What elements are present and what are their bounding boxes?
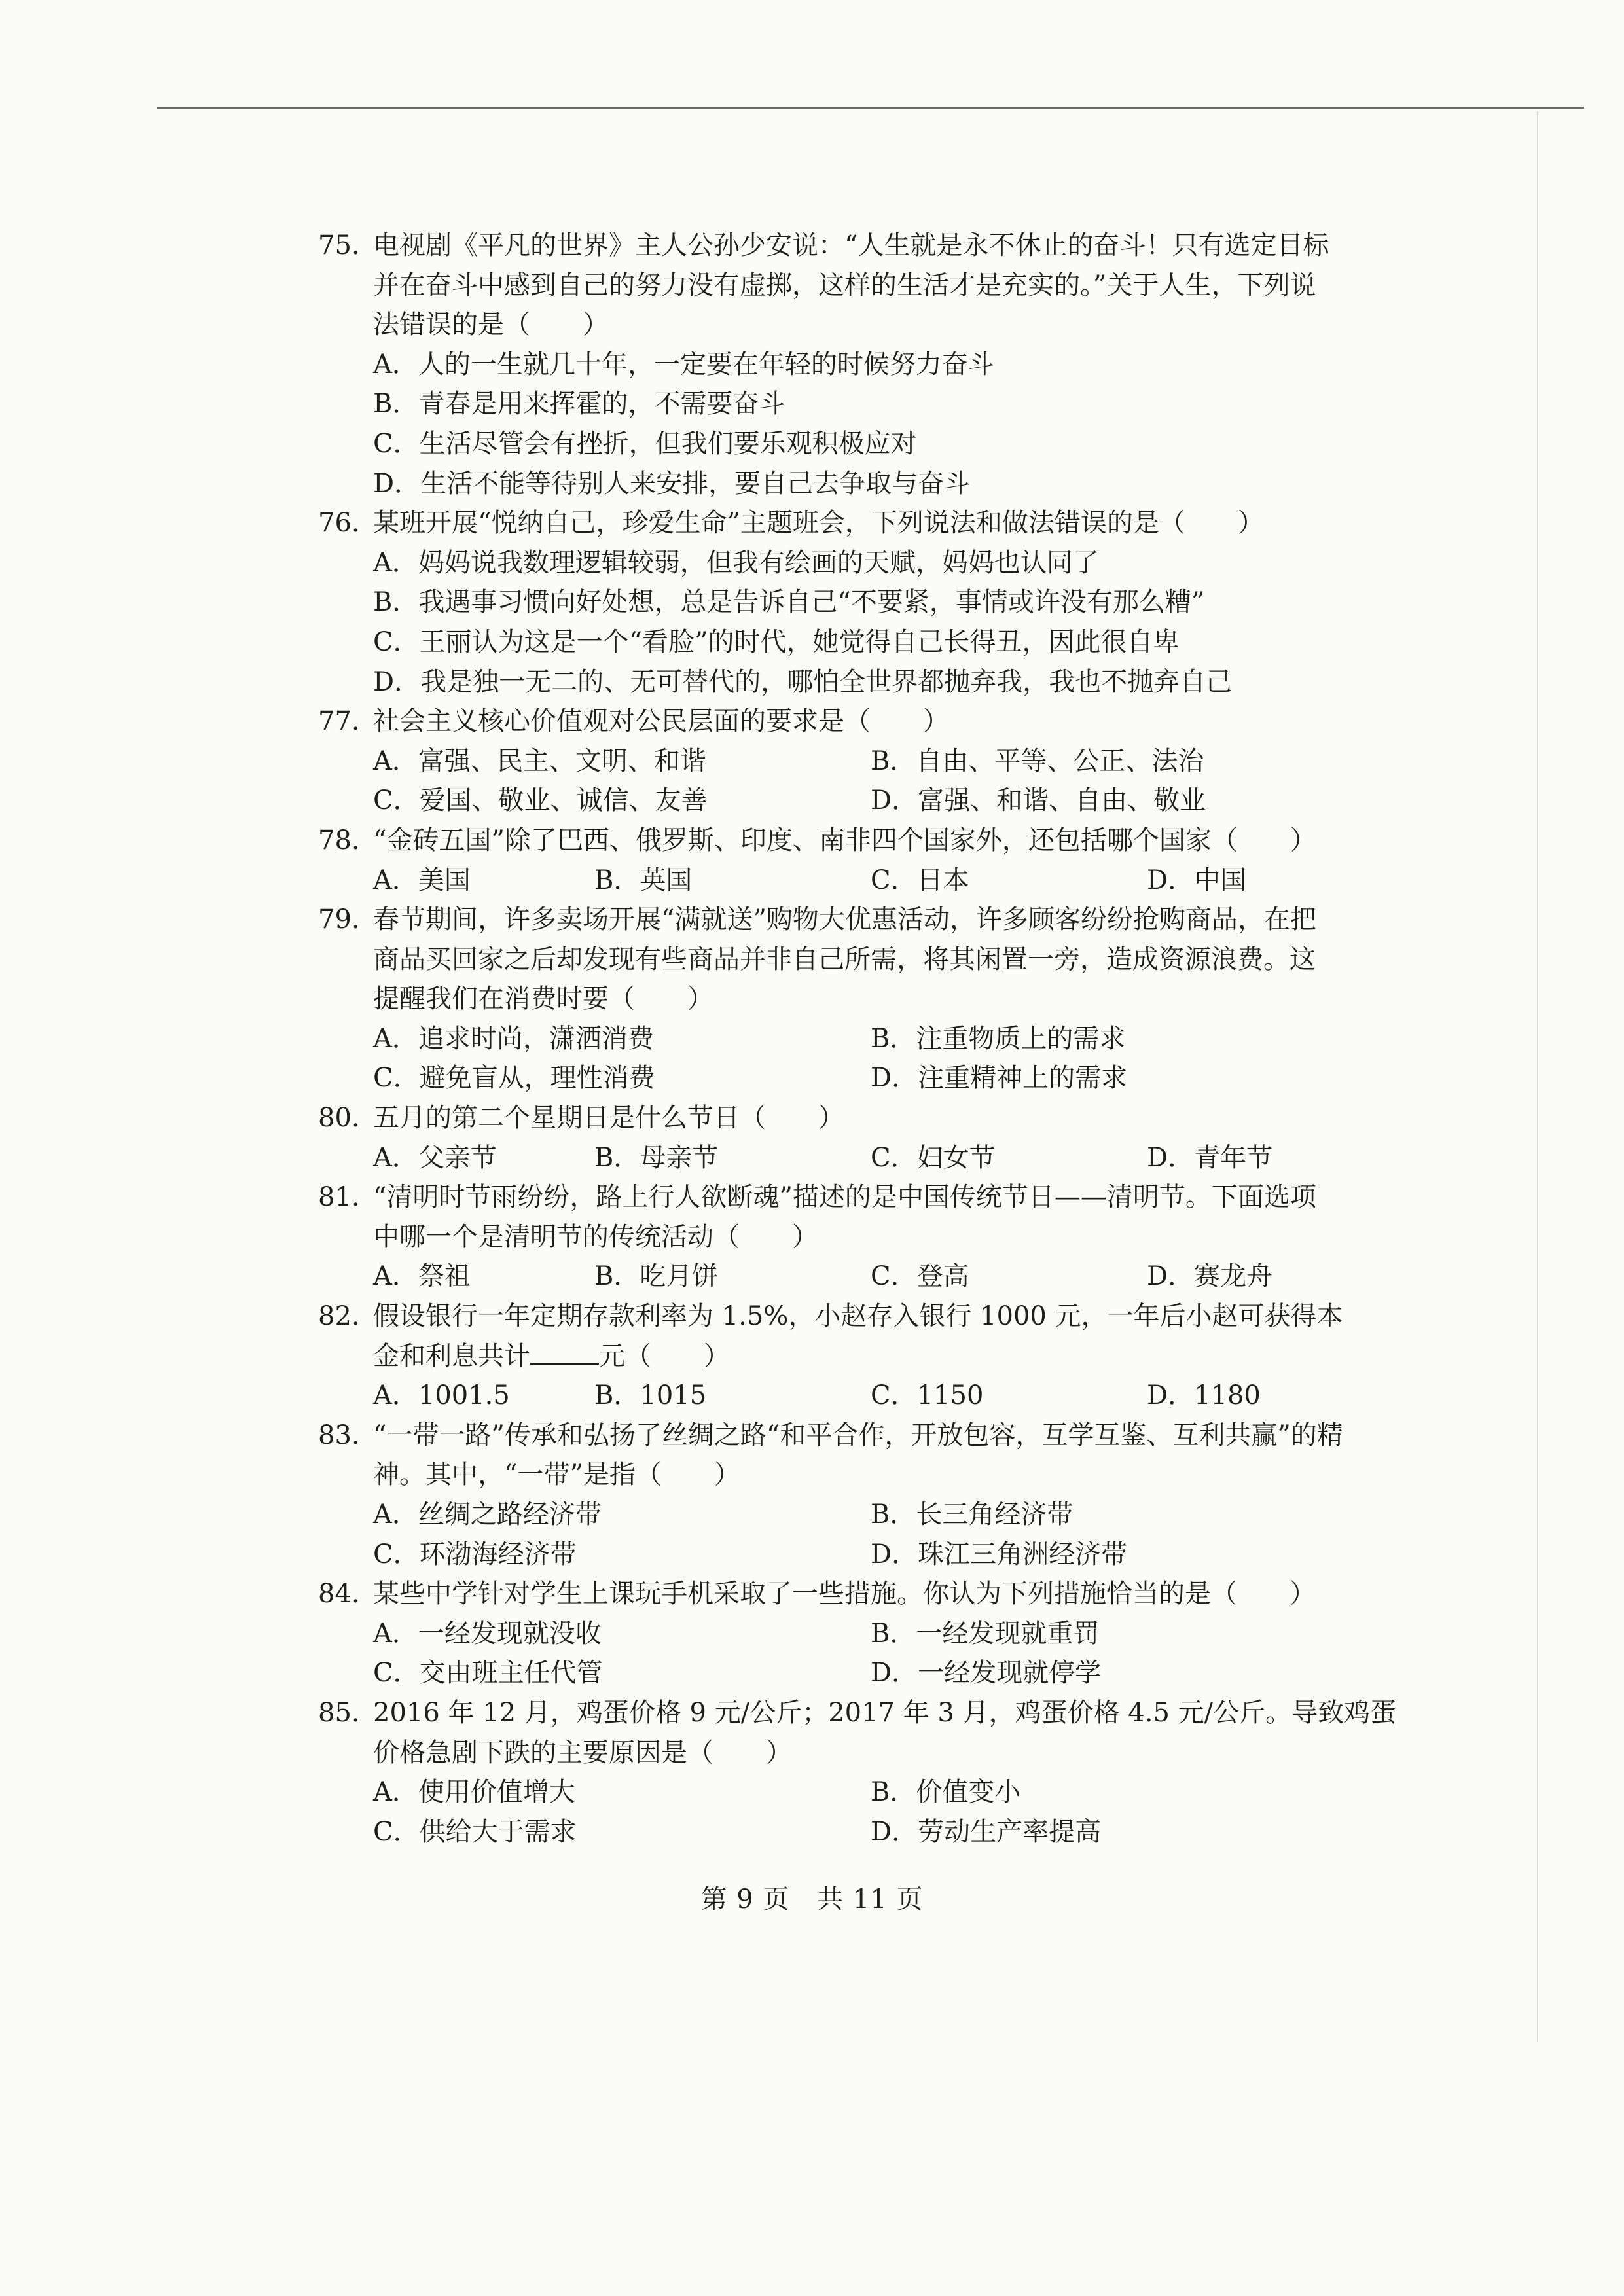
- stem-tail: 元（ ）: [599, 1340, 730, 1371]
- answer-option: D．1180: [1147, 1380, 1261, 1411]
- answer-option: B．英国: [594, 865, 693, 895]
- answer-option: D．青年节: [1147, 1142, 1273, 1173]
- stem-text: 商品买回家之后却发现有些商品并非自己所需，将其闲置一旁，造成资源浪费。这: [373, 944, 1316, 975]
- answer-option: D．劳动生产率提高: [871, 1816, 1102, 1847]
- question-number: 78.: [318, 825, 360, 855]
- stem-line: [373, 1693, 1397, 1733]
- question-85: [318, 1693, 1397, 1852]
- answer-option: C．交由班主任代管: [373, 1658, 603, 1689]
- question-83: [318, 1416, 1392, 1574]
- option-group: [318, 543, 1392, 702]
- question-stem: [318, 1177, 1392, 1257]
- question-80: [318, 1098, 1392, 1177]
- stem-text: 春节期间，许多卖场开展“满就送”购物大优惠活动，许多顾客纷纷抢购商品，在把: [373, 905, 1316, 935]
- question-82: [318, 1297, 1392, 1416]
- stem-text: 五月的第二个星期日是什么节日（ ）: [373, 1103, 844, 1134]
- question-number: 85.: [318, 1697, 360, 1728]
- question-78: [318, 821, 1392, 900]
- answer-option: C．爱国、敬业、诚信、友善: [373, 785, 708, 816]
- question-number: 77.: [318, 706, 360, 737]
- answer-option: C．日本: [871, 865, 969, 895]
- header-rule: [157, 107, 1584, 109]
- stem-text: 提醒我们在消费时要（ ）: [373, 984, 713, 1014]
- stem-line: [373, 1733, 1392, 1773]
- answer-option: A．妈妈说我数理逻辑较弱，但我有绘画的天赋，妈妈也认同了: [373, 547, 1099, 578]
- stem-text: 中哪一个是清明节的传统活动（ ）: [373, 1221, 818, 1252]
- question-stem: [318, 1416, 1392, 1495]
- answer-option: A．1001.5: [373, 1380, 510, 1411]
- question-81: [318, 1177, 1392, 1297]
- question-number: 81.: [318, 1182, 360, 1213]
- answer-option: D．注重精神上的需求: [871, 1063, 1128, 1094]
- answer-option: C．妇女节: [871, 1142, 996, 1173]
- question-stem: [318, 1574, 1392, 1614]
- option-group: [318, 1138, 1392, 1178]
- question-84: [318, 1574, 1392, 1693]
- option-group: [318, 345, 1392, 503]
- question-stem: [318, 226, 1392, 345]
- answer-option: C．生活尽管会有挫折，但我们要乐观积极应对: [373, 428, 917, 459]
- question-stem: [318, 1297, 1392, 1376]
- answer-option: D．我是独一无二的、无可替代的，哪怕全世界都抛弃我，我也不抛弃自己: [373, 666, 1233, 697]
- question-stem: [318, 900, 1392, 1019]
- answer-option: B．价值变小: [871, 1777, 1021, 1808]
- stem-text: 假设银行一年定期存款利率为 1.5%，小赵存入银行 1000 元，一年后小赵可获得本: [373, 1301, 1343, 1332]
- option-group: [318, 1376, 1392, 1416]
- answer-option: A．人的一生就几十年，一定要在年轻的时候努力奋斗: [373, 349, 994, 380]
- option-group: [318, 1614, 1392, 1693]
- question-number: 75.: [318, 230, 360, 260]
- answer-option: C．供给大于需求: [373, 1816, 577, 1847]
- option-group: [318, 1019, 1392, 1098]
- answer-option: D．中国: [1147, 865, 1247, 895]
- question-number: 80.: [318, 1103, 360, 1134]
- stem-line: [373, 1098, 1392, 1138]
- answer-option: A．富强、民主、文明、和谐: [373, 745, 706, 776]
- stem-line: [373, 1217, 1392, 1257]
- stem-line: [373, 900, 1392, 940]
- question-77: [318, 702, 1392, 821]
- answer-option: B．注重物质上的需求: [871, 1023, 1126, 1054]
- question-76: [318, 503, 1392, 702]
- stem-line: [373, 305, 1392, 345]
- stem-text: 某班开展“悦纳自己，珍爱生命”主题班会，下列说法和做法错误的是（ ）: [373, 508, 1264, 539]
- stem-text: 2016 年 12 月，鸡蛋价格 9 元/公斤；2017 年 3 月，鸡蛋价格 4.5 元/公斤。导致鸡蛋: [373, 1697, 1397, 1728]
- stem-line: [373, 979, 1392, 1019]
- question-75: [318, 226, 1392, 503]
- stem-line: [373, 1574, 1392, 1614]
- answer-option: B．青春是用来挥霍的，不需要奋斗: [373, 389, 785, 420]
- question-stem: [318, 1098, 1392, 1138]
- question-stem: [318, 821, 1392, 861]
- stem-text: 并在奋斗中感到自己的努力没有虚掷，这样的生活才是充实的。”关于人生，下列说: [373, 270, 1316, 300]
- stem-line: [373, 702, 1392, 742]
- stem-text: 电视剧《平凡的世界》主人公孙少安说：“人生就是永不休止的奋斗！只有选定目标: [373, 230, 1329, 260]
- page-number: 第 9 页: [700, 1884, 790, 1914]
- stem-text: 法错误的是（ ）: [373, 310, 609, 340]
- option-group: [318, 1257, 1392, 1297]
- stem-text: 金和利息共计: [373, 1340, 530, 1371]
- answer-option: D．一经发现就停学: [871, 1658, 1102, 1689]
- stem-text: 神。其中，“一带”是指（ ）: [373, 1460, 740, 1490]
- stem-text: 价格急剧下跌的主要原因是（ ）: [373, 1737, 792, 1768]
- answer-option: B．母亲节: [594, 1142, 719, 1173]
- answer-option: B．一经发现就重罚: [871, 1618, 1100, 1649]
- question-stem: [318, 1693, 1397, 1772]
- question-list: [318, 226, 1397, 1852]
- answer-option: A．父亲节: [373, 1142, 497, 1173]
- question-number: 76.: [318, 508, 360, 539]
- binding-edge: [1537, 111, 1538, 2042]
- answer-option: C．1150: [871, 1380, 984, 1411]
- answer-option: C．环渤海经济带: [373, 1539, 577, 1570]
- stem-line: [373, 1336, 1392, 1376]
- answer-option: B．吃月饼: [594, 1261, 719, 1292]
- option-group: [318, 1495, 1392, 1574]
- answer-option: B．自由、平等、公正、法治: [871, 745, 1204, 776]
- question-number: 79.: [318, 905, 360, 935]
- answer-option: B．1015: [594, 1380, 707, 1411]
- question-stem: [318, 503, 1392, 543]
- stem-line: [373, 1297, 1392, 1336]
- stem-line: [373, 226, 1392, 266]
- answer-option: B．长三角经济带: [871, 1499, 1074, 1530]
- option-group: [318, 861, 1392, 901]
- stem-line: [373, 503, 1392, 543]
- answer-option: A．丝绸之路经济带: [373, 1499, 602, 1530]
- question-stem: [318, 702, 1392, 742]
- answer-option: D．珠江三角洲经济带: [871, 1539, 1128, 1570]
- stem-text: “清明时节雨纷纷，路上行人欲断魂”描述的是中国传统节日——清明节。下面选项: [373, 1182, 1316, 1213]
- stem-line: [373, 1177, 1392, 1217]
- answer-option: D．赛龙舟: [1147, 1261, 1273, 1292]
- stem-line: [373, 1416, 1392, 1456]
- answer-option: C．避免盲从，理性消费: [373, 1063, 655, 1094]
- question-number: 82.: [318, 1301, 360, 1332]
- option-group: [318, 742, 1392, 821]
- question-number: 83.: [318, 1420, 360, 1450]
- question-79: [318, 900, 1392, 1098]
- answer-option: B．我遇事习惯向好处想，总是告诉自己“不要紧，事情或许没有那么糟”: [373, 587, 1205, 618]
- answer-option: A．一经发现就没收: [373, 1618, 602, 1649]
- fill-in-blank: [530, 1340, 599, 1365]
- answer-option: A．祭祖: [373, 1261, 471, 1292]
- stem-line: [373, 940, 1392, 980]
- page-footer: [0, 1878, 1624, 1916]
- stem-text: “金砖五国”除了巴西、俄罗斯、印度、南非四个国家外，还包括哪个国家（ ）: [373, 825, 1316, 855]
- stem-text: “一带一路”传承和弘扬了丝绸之路“和平合作，开放包容，互学互鉴、互利共赢”的精: [373, 1420, 1343, 1450]
- answer-option: D．富强、和谐、自由、敬业: [871, 785, 1206, 816]
- stem-line: [373, 821, 1392, 861]
- answer-option: A．追求时尚，潇洒消费: [373, 1023, 654, 1054]
- answer-option: C．登高: [871, 1261, 969, 1292]
- option-group: [318, 1772, 1392, 1852]
- answer-option: C．王丽认为这是一个“看脸”的时代，她觉得自己长得丑，因此很自卑: [373, 626, 1180, 657]
- stem-line: [373, 266, 1392, 306]
- stem-text: 某些中学针对学生上课玩手机采取了一些措施。你认为下列措施恰当的是（ ）: [373, 1579, 1316, 1609]
- answer-option: A．使用价值增大: [373, 1777, 575, 1808]
- answer-option: D．生活不能等待别人来安排，要自己去争取与奋斗: [373, 468, 971, 499]
- stem-text: 社会主义核心价值观对公民层面的要求是（ ）: [373, 706, 949, 737]
- answer-option: A．美国: [373, 865, 471, 895]
- question-number: 84.: [318, 1579, 360, 1609]
- page-total: 共 11 页: [817, 1884, 924, 1914]
- stem-line: [373, 1455, 1392, 1495]
